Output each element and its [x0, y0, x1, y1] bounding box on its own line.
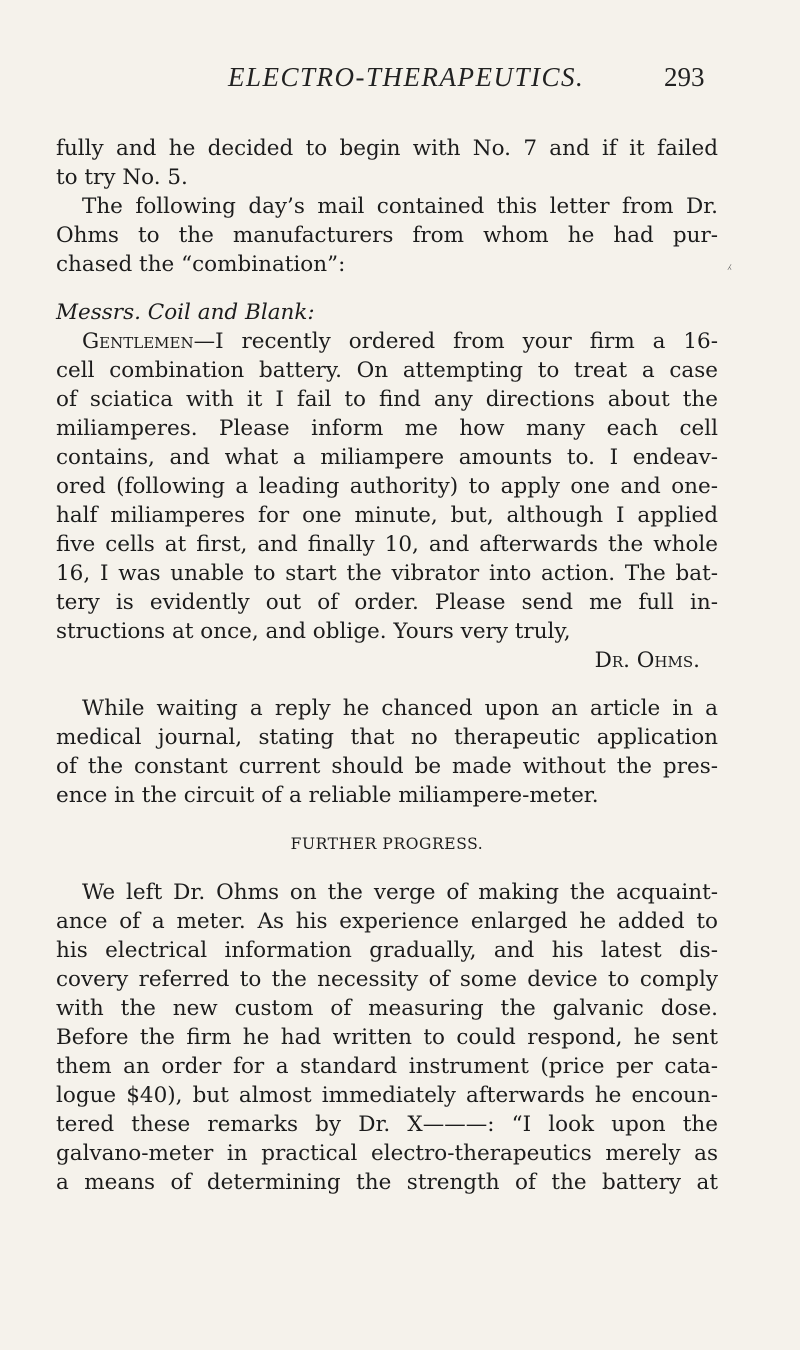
- text-line: them an order for a standard instrument (price per cata-: [56, 1054, 718, 1079]
- text-line: chased the “combination”:: [56, 252, 346, 277]
- text-line: of the constant current should be made without the pres-: [56, 754, 718, 779]
- text-line: miliamperes. Please inform me how many each cell: [56, 416, 718, 441]
- section-heading: FURTHER PROGRESS.: [290, 835, 484, 853]
- letter-signature: Dr. Ohms.: [594, 648, 700, 673]
- text-line: tery is evidently out of order. Please send me full in-: [56, 590, 718, 615]
- text-line: of sciatica with it I fail to find any directions about the: [56, 387, 718, 412]
- text-line: While waiting a reply he chanced upon an article in a: [82, 696, 718, 721]
- margin-mark-icon: ⁁: [728, 256, 731, 270]
- text-line: cell combination battery. On attempting to treat a case: [56, 358, 718, 383]
- text-line: Before the firm he had written to could respond, he sent: [56, 1025, 718, 1050]
- text-line: contains, and what a miliampere amounts to. I endeav-: [56, 445, 718, 470]
- letter-opening-word: Gentlemen: [82, 329, 194, 354]
- text-line: logue $40), but almost immediately afterwards he encoun-: [56, 1083, 718, 1108]
- text-line: five cells at first, and finally 10, and afterwards the whole: [56, 532, 718, 557]
- body-text: [56, 134, 718, 1197]
- text-line: tered these remarks by Dr. X———: “I look upon the: [56, 1112, 718, 1137]
- text-line: The following day’s mail contained this letter from Dr.: [82, 194, 718, 219]
- text-line: his electrical information gradually, and his latest dis-: [56, 938, 718, 963]
- text-line: [56, 327, 718, 356]
- letter-salutation: Messrs. Coil and Blank:: [56, 300, 315, 325]
- text-line: fully and he decided to begin with No. 7 and if it failed: [56, 136, 718, 161]
- running-head: [0, 62, 800, 102]
- text-line: ored (following a leading authority) to apply one and one-: [56, 474, 718, 499]
- text-line: half miliamperes for one minute, but, although I applied: [56, 503, 718, 528]
- page-number: 293: [664, 62, 705, 92]
- text-line: structions at once, and oblige. Yours very truly,: [56, 619, 571, 644]
- running-title: ELECTRO-THERAPEUTICS.: [228, 62, 585, 92]
- text-line: ance of a meter. As his experience enlarged he added to: [56, 909, 718, 934]
- text-line: with the new custom of measuring the galvanic dose.: [56, 996, 718, 1021]
- text-line: 16, I was unable to start the vibrator into action. The bat-: [56, 561, 718, 586]
- text-line: ence in the circuit of a reliable miliampere-meter.: [56, 783, 599, 808]
- text-line: covery referred to the necessity of some device to comply: [56, 967, 718, 992]
- text-line: to try No. 5.: [56, 165, 188, 190]
- letter-line-text: —I recently ordered from your firm a 16-: [193, 329, 718, 354]
- text-line: galvano-meter in practical electro-therapeutics merely as: [56, 1141, 718, 1166]
- text-line: a means of determining the strength of the battery at: [56, 1170, 718, 1195]
- text-line: We left Dr. Ohms on the verge of making the acquaint-: [82, 880, 718, 905]
- text-line: Ohms to the manufacturers from whom he had pur-: [56, 223, 718, 248]
- text-line: medical journal, stating that no therapeutic application: [56, 725, 718, 750]
